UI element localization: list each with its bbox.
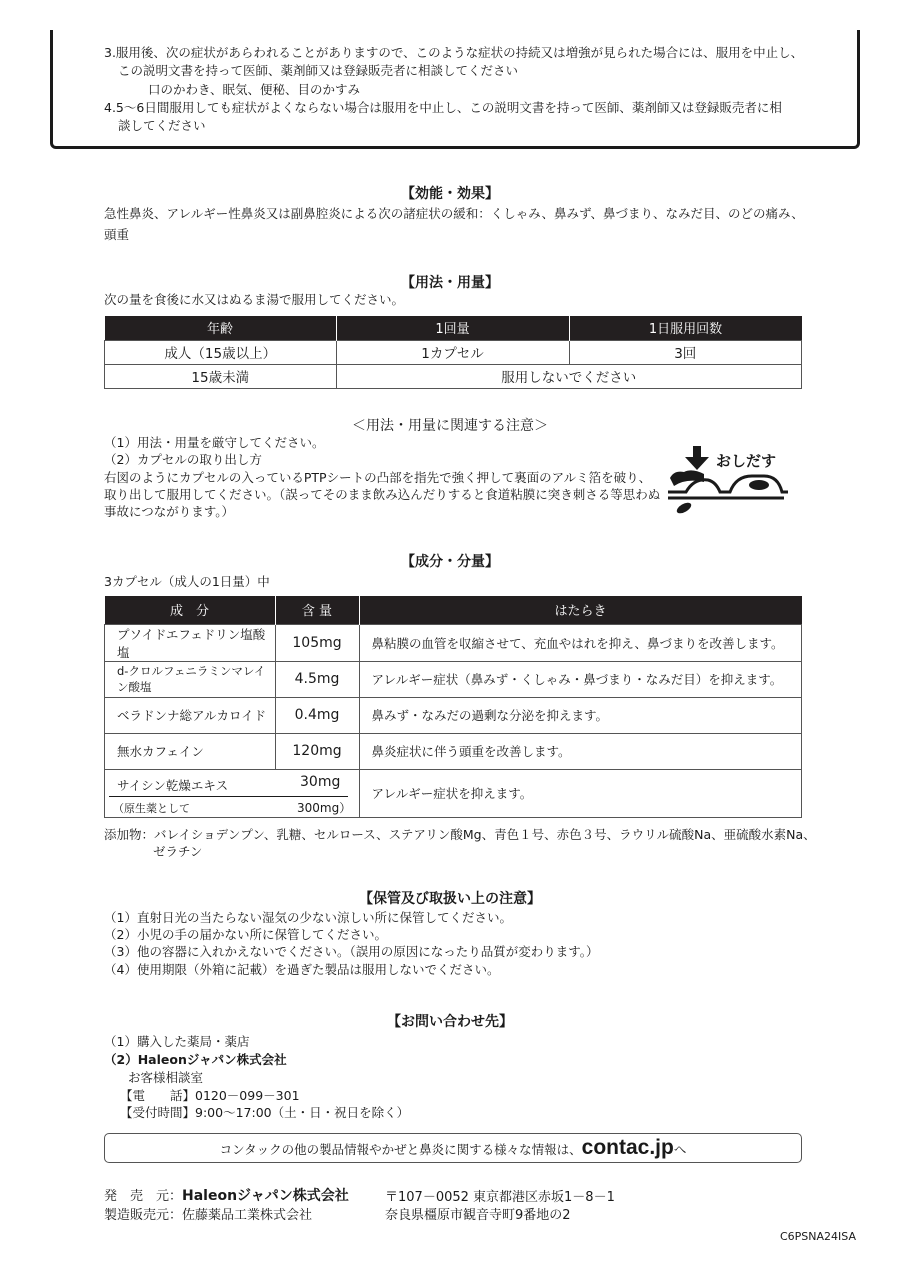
dosage-note-2: （2）カプセルの取り出し方 [104, 452, 262, 467]
dosage-note-3: 右図のようにカプセルの入っているPTPシートの凸部を指先で強く押して裏面のアルミ箔を破り、 [104, 470, 652, 485]
table-row [105, 769, 802, 817]
dosage-adult-dose: 1カプセル [336, 340, 569, 364]
warning-item-3-cont: この説明文書を持って医師、薬剤師又は登録販売者に相談してください [118, 63, 519, 78]
ingredient-name: プソイドエフェドリン塩酸塩 [105, 624, 276, 661]
efficacy-text-2: 頭重 [104, 227, 130, 242]
inquiry-phone: 【電 話】0120－099－301 [120, 1088, 300, 1103]
ingredient-effect: 鼻みず・なみだの過剰な分泌を抑えます。 [359, 697, 802, 733]
efficacy-text-1: 急性鼻炎、アレルギー性鼻炎又は副鼻腔炎による次の諸症状の緩和：くしゃみ、鼻みず、鼻づまり、なみだ目、のどの痛み、 [104, 206, 804, 221]
additives-text-2: ゼラチン [153, 844, 203, 859]
dosage-child-note: 服用しないでください [336, 364, 801, 388]
website-link[interactable]: contac.jp [581, 1136, 674, 1159]
ingredients-header-name: 成 分 [105, 596, 276, 624]
ingredient-amount: 0.4mg [275, 697, 359, 733]
table-row [105, 661, 802, 697]
dosage-row-child [105, 364, 802, 388]
ingredients-intro: 3カプセル（成人の1日量）中 [104, 574, 270, 589]
storage-item: （4）使用期限（外箱に記載）を過ぎた製品は服用しないでください。 [104, 962, 500, 977]
seller-label: 発 売 元： [104, 1189, 183, 1204]
ingredient-amount: 105mg [275, 624, 359, 661]
warning-symptoms: 口のかわき、眠気、便秘、目のかすみ [148, 82, 361, 97]
banner-text: コンタックの他の製品情報やかぜと鼻炎に関する様々な情報は、 [219, 1142, 582, 1157]
additives-text-1: 添加物：バレイショデンプン、乳糖、セルロース、ステアリン酸Mg、青色１号、赤色３号、ラウリル硫酸Na、亜硫酸水素Na、 [104, 827, 816, 842]
dosage-row-adult [105, 340, 802, 364]
efficacy-title: 【効能・効果】 [401, 186, 499, 202]
dosage-adult-times: 3回 [569, 340, 801, 364]
dosage-header-dose: 1回量 [336, 316, 569, 340]
dosage-header-times: 1日服用回数 [569, 316, 801, 340]
seller-address: 〒107－0052 東京都港区赤坂1－8－1 [385, 1190, 615, 1205]
capsule-push-illustration [664, 444, 794, 524]
table-row [105, 624, 802, 661]
ingredients-header-amount: 含 量 [275, 596, 359, 624]
storage-item: （1）直射日光の当たらない湿気の少ない涼しい所に保管してください。 [104, 910, 512, 925]
ingredient-effect: アレルギー症状（鼻みず・くしゃみ・鼻づまり・なみだ目）を抑えます。 [359, 661, 802, 697]
maker-label: 製造販売元： [104, 1208, 183, 1223]
ingredients-title: 【成分・分量】 [401, 554, 499, 570]
ingredient-name: サイシン乾燥エキス [117, 777, 229, 793]
crude-note: （原生薬として [113, 801, 190, 815]
inquiry-hours: 【受付時間】9:00～17:00（土・日・祝日を除く） [120, 1105, 410, 1120]
dosage-child-age: 15歳未満 [105, 364, 337, 388]
storage-item: （2）小児の手の届かない所に保管してください。 [104, 927, 387, 942]
dosage-table [104, 316, 802, 389]
ingredient-effect: アレルギー症状を抑えます。 [359, 769, 802, 817]
maker-address: 奈良県橿原市観音寺町9番地の2 [385, 1208, 571, 1223]
inquiry-line-2: （2）Haleonジャパン株式会社 [104, 1052, 287, 1067]
website-banner [104, 1133, 802, 1163]
ingredients-table [104, 596, 802, 818]
seller-name: Haleonジャパン株式会社 [182, 1188, 349, 1204]
dosage-note-5: 事故につながります。） [104, 504, 235, 519]
table-row [105, 733, 802, 769]
ingredient-name: d-クロルフェニラミンマレイン酸塩 [105, 661, 276, 697]
crude-divider [109, 796, 348, 797]
document-code: C6PSNA24ISA [779, 1230, 856, 1243]
ingredient-amount: 4.5mg [275, 661, 359, 697]
dosage-note-4: 取り出して服用してください。（誤ってそのまま飲み込んだりすると食道粘膜に突き刺さる等思わぬ [104, 487, 661, 502]
maker-name: 佐藤薬品工業株式会社 [182, 1208, 313, 1223]
inquiry-line-1: （1）購入した薬局・薬店 [104, 1034, 250, 1049]
dosage-notes-title: ＜用法・用量に関連する注意＞ [352, 418, 548, 434]
dosage-header-age: 年齢 [105, 316, 337, 340]
warning-item-4: 4.5～6日間服用しても症状がよくならない場合は服用を中止し、この説明文書を持って医師、薬剤師又は登録販売者に相 [104, 100, 782, 115]
ingredients-header-effect: はたらき [359, 596, 802, 624]
footer-seller [104, 1188, 349, 1205]
footer-maker [104, 1207, 312, 1224]
dosage-note-1: （1）用法・用量を厳守してください。 [104, 435, 325, 450]
ingredient-effect: 鼻炎症状に伴う頭重を改善します。 [359, 733, 802, 769]
ingredient-amount: 30mg [300, 773, 341, 790]
warning-item-4-cont: 談してください [118, 118, 206, 133]
crude-amount: 300mg） [297, 800, 352, 815]
dosage-intro: 次の量を食後に水又はぬるま湯で服用してください。 [104, 292, 405, 307]
storage-title: 【保管及び取扱い上の注意】 [359, 891, 541, 907]
inquiry-title: 【お問い合わせ先】 [387, 1014, 513, 1030]
banner-suffix: へ [673, 1142, 687, 1157]
storage-item: （3）他の容器に入れかえないでください。（誤用の原因になったり品質が変わります。） [104, 944, 599, 959]
ingredient-amount: 120mg [275, 733, 359, 769]
push-label: おしだす [716, 452, 777, 470]
inquiry-dept: お客様相談室 [128, 1070, 204, 1085]
dosage-adult-age: 成人（15歳以上） [105, 340, 337, 364]
table-row [105, 697, 802, 733]
dosage-title: 【用法・用量】 [401, 275, 499, 291]
ingredient-crude-cell [105, 769, 360, 817]
ingredient-name: 無水カフェイン [105, 733, 276, 769]
ingredient-name: ベラドンナ総アルカロイド [105, 697, 276, 733]
warning-item-3: 3.服用後、次の症状があらわれることがありますので、このような症状の持続又は増強が見られた場合には、服用を中止し、 [104, 45, 804, 60]
ingredient-effect: 鼻粘膜の血管を収縮させて、充血やはれを抑え、鼻づまりを改善します。 [359, 624, 802, 661]
